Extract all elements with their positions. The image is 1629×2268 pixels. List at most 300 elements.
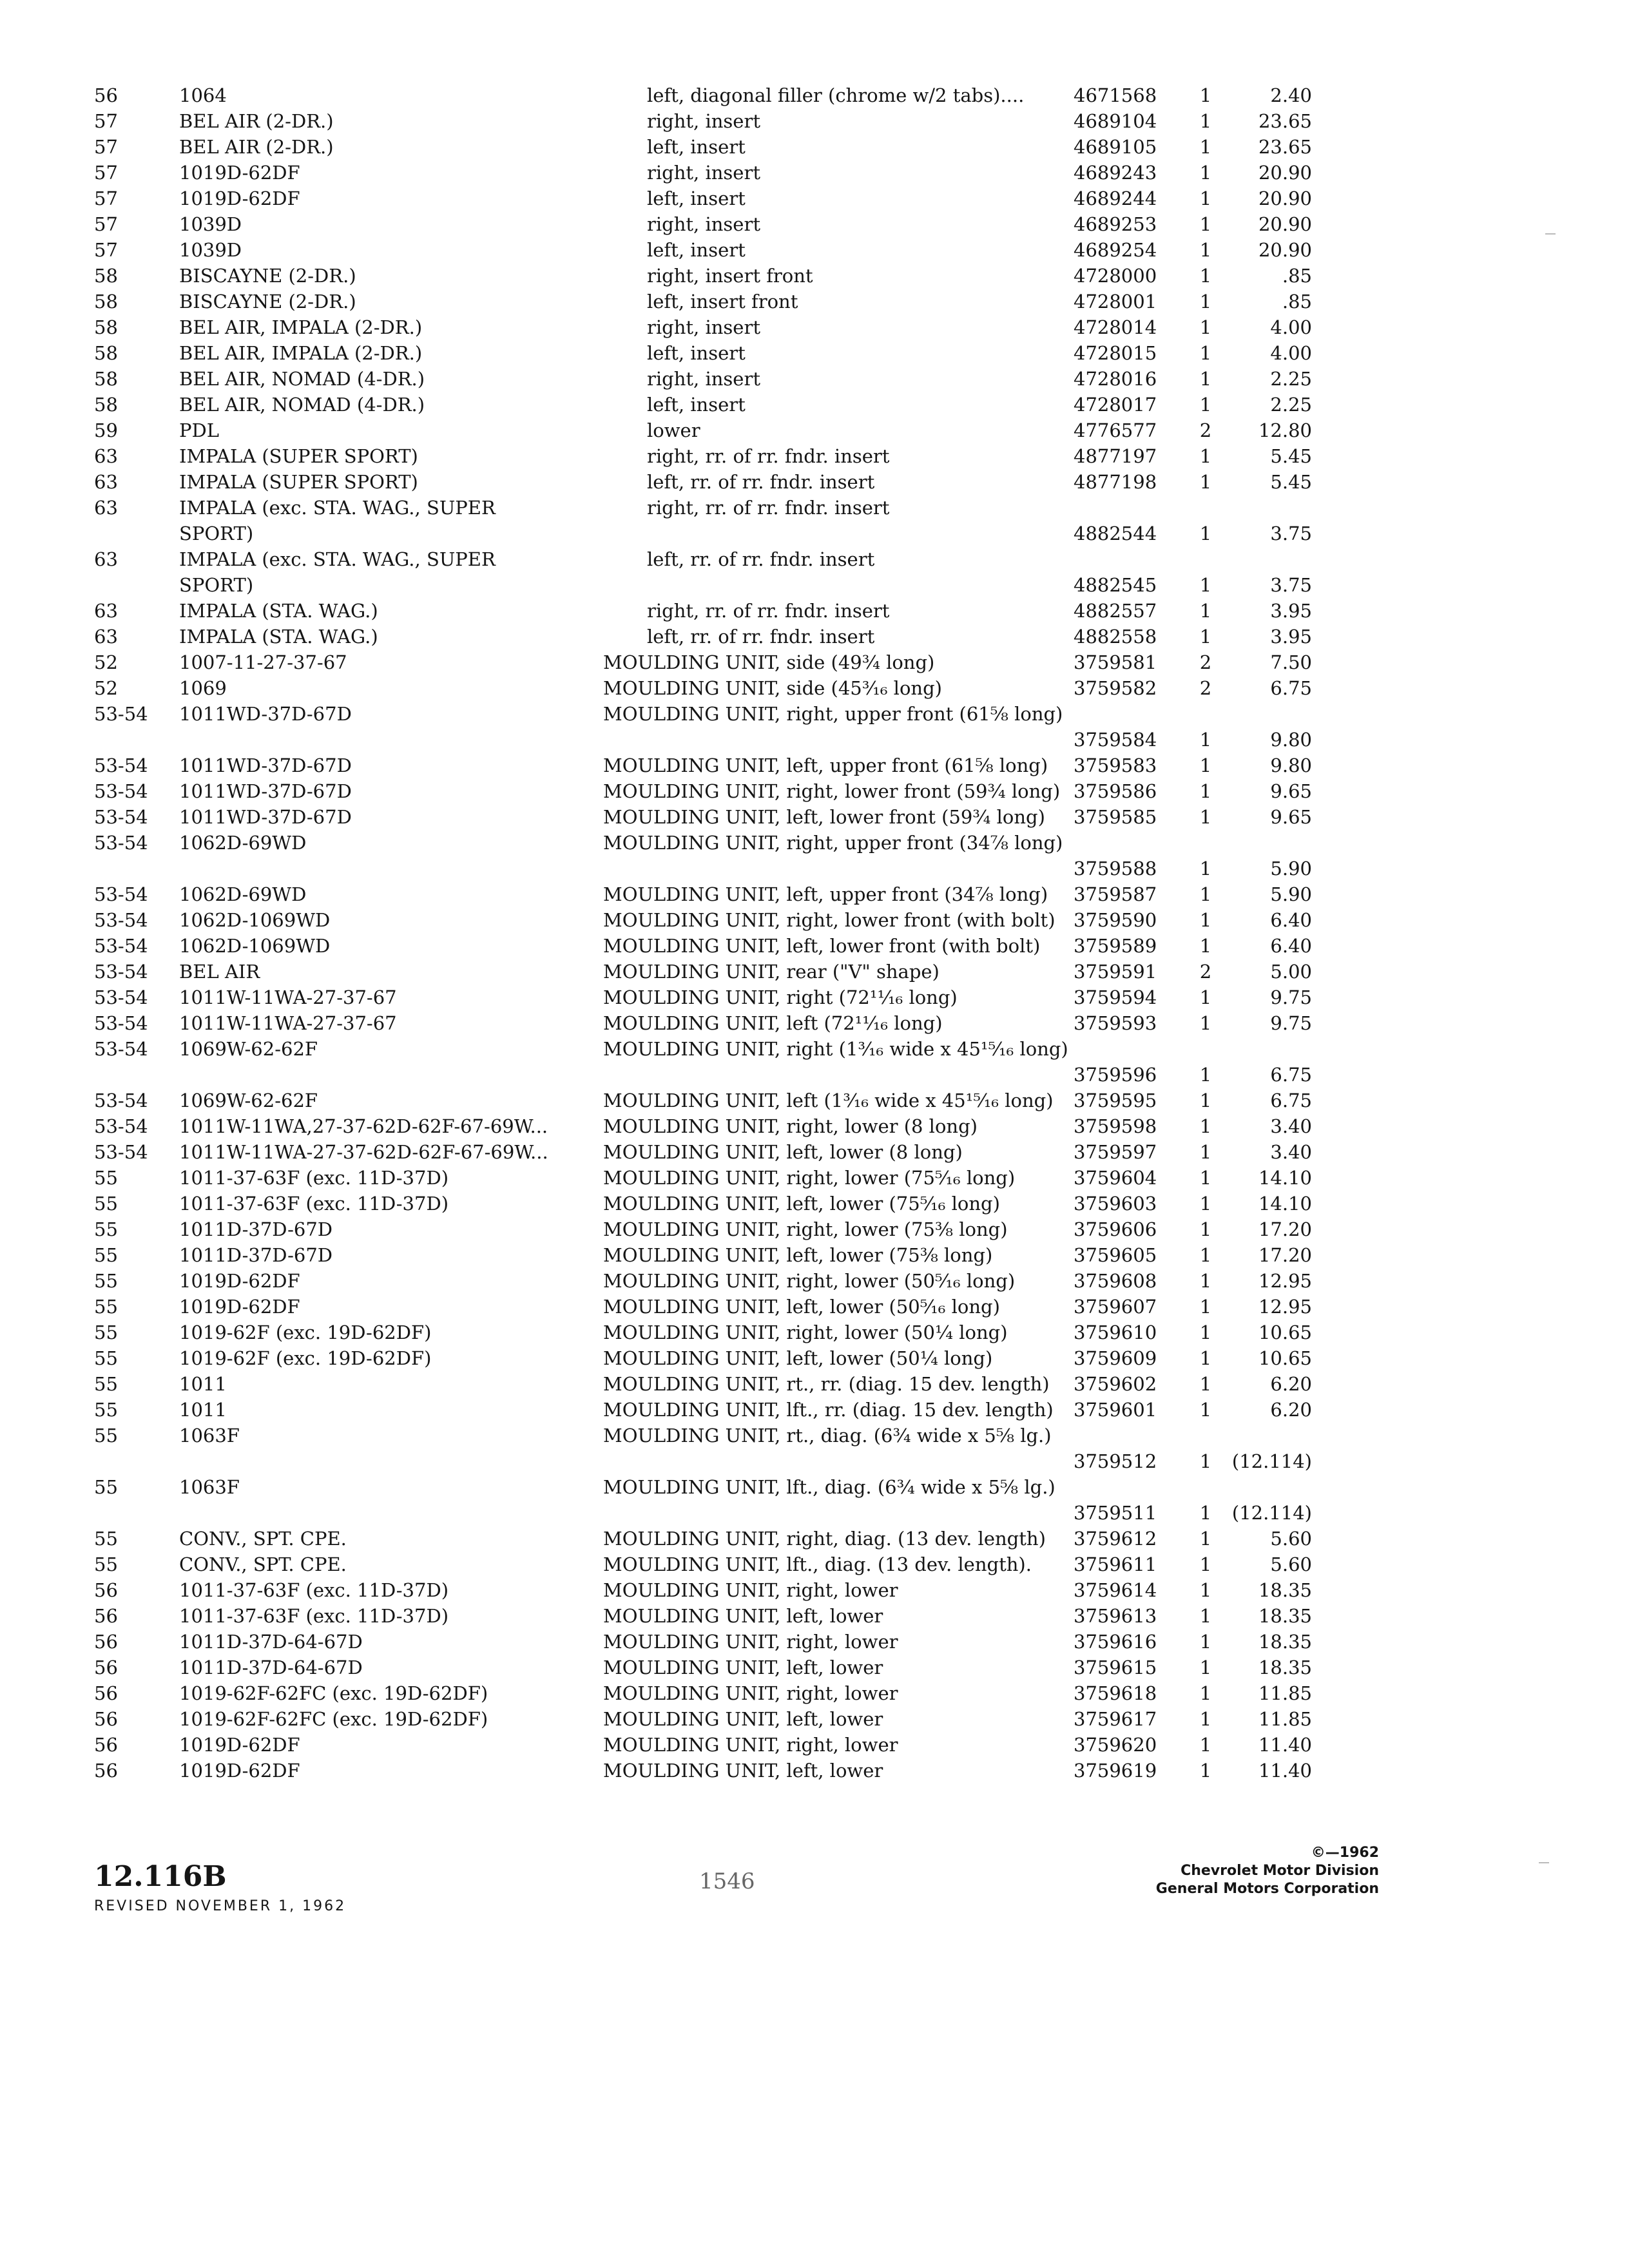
model-cell: 1011W-11WA,27-37-62D-62F-67-69W... bbox=[179, 1115, 548, 1137]
description-cell: left, insert bbox=[647, 239, 746, 261]
quantity-cell: 1 bbox=[1199, 1090, 1212, 1111]
year-cell: 55 bbox=[94, 1553, 118, 1575]
model-cell: 1019D-62DF bbox=[179, 1270, 300, 1292]
part-number-cell: 4882557 bbox=[1074, 600, 1157, 622]
quantity-cell: 1 bbox=[1199, 574, 1212, 596]
quantity-cell: 1 bbox=[1199, 1218, 1212, 1240]
part-number-cell: 4689244 bbox=[1074, 187, 1157, 209]
part-number-cell: 3759605 bbox=[1074, 1244, 1157, 1266]
model-cell: PDL bbox=[179, 419, 220, 441]
table-row bbox=[94, 1732, 1318, 1758]
quantity-cell: 1 bbox=[1199, 342, 1212, 364]
part-number-cell: 3759618 bbox=[1074, 1682, 1157, 1704]
model-cell: 1011D-37D-64-67D bbox=[179, 1657, 363, 1678]
model-cell: 1062D-69WD bbox=[179, 883, 307, 905]
quantity-cell: 1 bbox=[1199, 162, 1212, 184]
model-cell: 1069W-62-62F bbox=[179, 1090, 318, 1111]
price-cell: 12.95 bbox=[1258, 1296, 1312, 1318]
year-cell: 58 bbox=[94, 316, 118, 338]
part-number-cell: 3759587 bbox=[1074, 883, 1157, 905]
model-cell: 1011D-37D-67D bbox=[179, 1218, 333, 1240]
price-cell: 20.90 bbox=[1258, 187, 1312, 209]
part-number-cell: 3759583 bbox=[1074, 754, 1157, 776]
model-cell: 1019D-62DF bbox=[179, 1760, 300, 1782]
quantity-cell: 1 bbox=[1199, 1012, 1212, 1034]
part-number-cell: 3759588 bbox=[1074, 858, 1157, 879]
description-cell: MOULDING UNIT, right (1³⁄₁₆ wide x 45¹⁵⁄₁₆ long) bbox=[603, 1038, 1068, 1060]
part-number-cell: 3759594 bbox=[1074, 986, 1157, 1008]
table-row bbox=[94, 1036, 1318, 1088]
model-cell: BISCAYNE (2-DR.) bbox=[179, 265, 356, 287]
part-number-cell: 4689104 bbox=[1074, 110, 1157, 132]
model-cell: 1069W-62-62F bbox=[179, 1038, 318, 1060]
table-row bbox=[94, 186, 1318, 211]
year-cell: 57 bbox=[94, 239, 118, 261]
model-cell: 1007-11-27-37-67 bbox=[179, 651, 347, 673]
price-cell: 2.40 bbox=[1270, 84, 1312, 106]
part-number-cell: 3759617 bbox=[1074, 1708, 1157, 1730]
part-number-cell: 3759608 bbox=[1074, 1270, 1157, 1292]
year-cell: 53-54 bbox=[94, 986, 148, 1008]
price-cell: 3.95 bbox=[1270, 626, 1312, 648]
description-cell: MOULDING UNIT, right, diag. (13 dev. length) bbox=[603, 1528, 1046, 1550]
year-cell: 53-54 bbox=[94, 780, 148, 802]
model-cell: CONV., SPT. CPE. bbox=[179, 1553, 347, 1575]
price-cell: 23.65 bbox=[1258, 136, 1312, 158]
table-row bbox=[94, 1706, 1318, 1732]
quantity-cell: 1 bbox=[1199, 1193, 1212, 1215]
part-number-cell: 3759586 bbox=[1074, 780, 1157, 802]
year-cell: 63 bbox=[94, 445, 118, 467]
quantity-cell: 1 bbox=[1199, 316, 1212, 338]
table-row bbox=[94, 1758, 1318, 1783]
price-cell: (12.114) bbox=[1231, 1502, 1312, 1524]
year-cell: 58 bbox=[94, 265, 118, 287]
table-row bbox=[94, 469, 1318, 495]
model-cell: IMPALA (SUPER SPORT) bbox=[179, 471, 418, 493]
description-cell: left, insert bbox=[647, 342, 746, 364]
table-row bbox=[94, 985, 1318, 1010]
quantity-cell: 1 bbox=[1199, 729, 1212, 751]
quantity-cell: 1 bbox=[1199, 1167, 1212, 1189]
model-cell: 1062D-69WD bbox=[179, 832, 307, 854]
description-cell: left, insert bbox=[647, 187, 746, 209]
model-cell: 1011-37-63F (exc. 11D-37D) bbox=[179, 1579, 449, 1601]
price-cell: .85 bbox=[1282, 265, 1312, 287]
table-row bbox=[94, 649, 1318, 675]
part-number-cell: 3759595 bbox=[1074, 1090, 1157, 1111]
description-cell: MOULDING UNIT, right, lower (8 long) bbox=[603, 1115, 978, 1137]
quantity-cell: 1 bbox=[1199, 1321, 1212, 1343]
model-cell: BEL AIR bbox=[179, 961, 260, 983]
description-cell: right, insert bbox=[647, 162, 760, 184]
table-row bbox=[94, 1294, 1318, 1320]
model-cell: CONV., SPT. CPE. bbox=[179, 1528, 347, 1550]
part-number-cell: 3759581 bbox=[1074, 651, 1157, 673]
description-cell: MOULDING UNIT, left, lower front (with bolt) bbox=[603, 935, 1041, 957]
table-row bbox=[94, 82, 1318, 108]
year-cell: 56 bbox=[94, 1605, 118, 1627]
price-cell: 9.75 bbox=[1270, 986, 1312, 1008]
table-row bbox=[94, 830, 1318, 881]
model-cell: 1011W-11WA-27-37-67 bbox=[179, 986, 397, 1008]
year-cell: 56 bbox=[94, 1579, 118, 1601]
year-cell: 55 bbox=[94, 1244, 118, 1266]
price-cell: 2.25 bbox=[1270, 368, 1312, 390]
table-row bbox=[94, 1165, 1318, 1191]
part-number-cell: 3759620 bbox=[1074, 1734, 1157, 1756]
price-cell: 5.00 bbox=[1270, 961, 1312, 983]
price-cell: 6.20 bbox=[1270, 1373, 1312, 1395]
table-row bbox=[94, 443, 1318, 469]
price-cell: 20.90 bbox=[1258, 239, 1312, 261]
table-row bbox=[94, 959, 1318, 985]
year-cell: 53-54 bbox=[94, 832, 148, 854]
price-cell: 9.80 bbox=[1270, 754, 1312, 776]
price-cell: 5.45 bbox=[1270, 445, 1312, 467]
price-cell: 20.90 bbox=[1258, 213, 1312, 235]
table-row bbox=[94, 1655, 1318, 1680]
year-cell: 53-54 bbox=[94, 1038, 148, 1060]
quantity-cell: 1 bbox=[1199, 1760, 1212, 1782]
part-number-cell: 4877198 bbox=[1074, 471, 1157, 493]
quantity-cell: 1 bbox=[1199, 1708, 1212, 1730]
year-cell: 55 bbox=[94, 1270, 118, 1292]
table-row bbox=[94, 1474, 1318, 1526]
model-cell: BEL AIR, NOMAD (4-DR.) bbox=[179, 368, 425, 390]
model-cell: 1011WD-37D-67D bbox=[179, 806, 352, 828]
table-row bbox=[94, 804, 1318, 830]
part-number-cell: 3759616 bbox=[1074, 1631, 1157, 1653]
quantity-cell: 1 bbox=[1199, 935, 1212, 957]
description-cell: MOULDING UNIT, right, lower bbox=[603, 1579, 898, 1601]
year-cell: 58 bbox=[94, 342, 118, 364]
model-cell: 1039D bbox=[179, 213, 242, 235]
year-cell: 55 bbox=[94, 1528, 118, 1550]
part-number-cell: 4728000 bbox=[1074, 265, 1157, 287]
table-row bbox=[94, 675, 1318, 701]
model-cell: 1019-62F (exc. 19D-62DF) bbox=[179, 1321, 432, 1343]
description-cell: right, insert bbox=[647, 213, 760, 235]
year-cell: 53-54 bbox=[94, 754, 148, 776]
quantity-cell: 1 bbox=[1199, 523, 1212, 544]
model-cell: 1011-37-63F (exc. 11D-37D) bbox=[179, 1605, 449, 1627]
footer-left bbox=[94, 1861, 346, 1914]
year-cell: 57 bbox=[94, 136, 118, 158]
table-row bbox=[94, 392, 1318, 418]
description-cell: MOULDING UNIT, right, lower front (with bolt) bbox=[603, 909, 1055, 931]
part-number-cell: 4689254 bbox=[1074, 239, 1157, 261]
model-cell: BEL AIR, NOMAD (4-DR.) bbox=[179, 394, 425, 416]
price-cell: (12.114) bbox=[1231, 1450, 1312, 1472]
quantity-cell: 1 bbox=[1199, 1244, 1212, 1266]
description-cell: MOULDING UNIT, right, lower bbox=[603, 1734, 898, 1756]
table-row bbox=[94, 314, 1318, 340]
description-cell: right, insert bbox=[647, 110, 760, 132]
price-cell: .85 bbox=[1282, 291, 1312, 312]
price-cell: 5.45 bbox=[1270, 471, 1312, 493]
copyright: ©—1962 bbox=[1311, 1845, 1379, 1861]
year-cell: 53-54 bbox=[94, 1012, 148, 1034]
quantity-cell: 1 bbox=[1199, 754, 1212, 776]
model-cell: 1019-62F-62FC (exc. 19D-62DF) bbox=[179, 1682, 488, 1704]
price-cell: 3.40 bbox=[1270, 1115, 1312, 1137]
price-cell: 2.25 bbox=[1270, 394, 1312, 416]
part-number-cell: 3759619 bbox=[1074, 1760, 1157, 1782]
part-number-cell: 3759593 bbox=[1074, 1012, 1157, 1034]
table-row bbox=[94, 1242, 1318, 1268]
description-cell: MOULDING UNIT, right, lower (75⁵⁄₁₆ long) bbox=[603, 1167, 1016, 1189]
quantity-cell: 1 bbox=[1199, 1141, 1212, 1163]
model-cell: IMPALA (exc. STA. WAG., SUPER SPORT) bbox=[179, 497, 496, 544]
part-number-cell: 3759591 bbox=[1074, 961, 1157, 983]
table-row bbox=[94, 1629, 1318, 1655]
description-cell: MOULDING UNIT, lft., diag. (13 dev. length). bbox=[603, 1553, 1032, 1575]
price-cell: 3.75 bbox=[1270, 523, 1312, 544]
model-cell: 1062D-1069WD bbox=[179, 909, 331, 931]
table-row bbox=[94, 1397, 1318, 1423]
table-row bbox=[94, 881, 1318, 907]
model-cell: 1011 bbox=[179, 1373, 227, 1395]
year-cell: 57 bbox=[94, 213, 118, 235]
quantity-cell: 1 bbox=[1199, 1579, 1212, 1601]
year-cell: 56 bbox=[94, 1682, 118, 1704]
description-cell: right, insert bbox=[647, 316, 760, 338]
part-number-cell: 4728016 bbox=[1074, 368, 1157, 390]
description-cell: MOULDING UNIT, right, lower bbox=[603, 1631, 898, 1653]
description-cell: MOULDING UNIT, left, upper front (34⅞ long) bbox=[603, 883, 1048, 905]
price-cell: 18.35 bbox=[1258, 1579, 1312, 1601]
year-cell: 57 bbox=[94, 187, 118, 209]
year-cell: 55 bbox=[94, 1373, 118, 1395]
price-cell: 11.40 bbox=[1258, 1760, 1312, 1782]
price-cell: 18.35 bbox=[1258, 1631, 1312, 1653]
price-cell: 14.10 bbox=[1258, 1167, 1312, 1189]
price-cell: 12.95 bbox=[1258, 1270, 1312, 1292]
quantity-cell: 1 bbox=[1199, 1734, 1212, 1756]
year-cell: 55 bbox=[94, 1296, 118, 1318]
part-number-cell: 3759584 bbox=[1074, 729, 1157, 751]
description-cell: MOULDING UNIT, rear ("V" shape) bbox=[603, 961, 940, 983]
part-number-cell: 4877197 bbox=[1074, 445, 1157, 467]
description-cell: left, insert bbox=[647, 136, 746, 158]
part-number-cell: 4671568 bbox=[1074, 84, 1157, 106]
description-cell: left, insert front bbox=[647, 291, 798, 312]
table-row bbox=[94, 495, 1318, 546]
price-cell: 11.40 bbox=[1258, 1734, 1312, 1756]
year-cell: 55 bbox=[94, 1321, 118, 1343]
price-cell: 9.65 bbox=[1270, 780, 1312, 802]
model-cell: IMPALA (STA. WAG.) bbox=[179, 600, 378, 622]
quantity-cell: 1 bbox=[1199, 1502, 1212, 1524]
year-cell: 58 bbox=[94, 291, 118, 312]
quantity-cell: 1 bbox=[1199, 110, 1212, 132]
price-cell: 18.35 bbox=[1258, 1657, 1312, 1678]
price-cell: 3.95 bbox=[1270, 600, 1312, 622]
part-number-cell: 3759614 bbox=[1074, 1579, 1157, 1601]
description-cell: MOULDING UNIT, left, lower (50⁵⁄₁₆ long) bbox=[603, 1296, 1000, 1318]
quantity-cell: 1 bbox=[1199, 265, 1212, 287]
description-cell: lower bbox=[647, 419, 700, 441]
table-row bbox=[94, 237, 1318, 263]
part-number-cell: 4882544 bbox=[1074, 523, 1157, 544]
model-cell: IMPALA (SUPER SPORT) bbox=[179, 445, 418, 467]
price-cell: 6.75 bbox=[1270, 1064, 1312, 1086]
part-number-cell: 3759512 bbox=[1074, 1450, 1157, 1472]
price-cell: 11.85 bbox=[1258, 1682, 1312, 1704]
table-row bbox=[94, 1577, 1318, 1603]
quantity-cell: 1 bbox=[1199, 1347, 1212, 1369]
quantity-cell: 1 bbox=[1199, 1115, 1212, 1137]
part-number-cell: 3759598 bbox=[1074, 1115, 1157, 1137]
description-cell: MOULDING UNIT, left, lower bbox=[603, 1708, 883, 1730]
part-number-cell: 3759607 bbox=[1074, 1296, 1157, 1318]
description-cell: MOULDING UNIT, left, lower bbox=[603, 1760, 883, 1782]
description-cell: MOULDING UNIT, left (72¹¹⁄₁₆ long) bbox=[603, 1012, 943, 1034]
table-row bbox=[94, 340, 1318, 366]
description-cell: right, rr. of rr. fndr. insert bbox=[647, 600, 890, 622]
quantity-cell: 1 bbox=[1199, 291, 1212, 312]
description-cell: right, insert front bbox=[647, 265, 813, 287]
table-row bbox=[94, 1113, 1318, 1139]
quantity-cell: 1 bbox=[1199, 986, 1212, 1008]
part-number-cell: 3759601 bbox=[1074, 1399, 1157, 1421]
price-cell: 6.40 bbox=[1270, 909, 1312, 931]
table-row bbox=[94, 160, 1318, 186]
price-cell: 9.65 bbox=[1270, 806, 1312, 828]
table-row bbox=[94, 1139, 1318, 1165]
table-row bbox=[94, 1216, 1318, 1242]
quantity-cell: 1 bbox=[1199, 368, 1212, 390]
table-row bbox=[94, 418, 1318, 443]
part-number-cell: 3759604 bbox=[1074, 1167, 1157, 1189]
table-row bbox=[94, 1088, 1318, 1113]
year-cell: 55 bbox=[94, 1218, 118, 1240]
table-row bbox=[94, 1010, 1318, 1036]
year-cell: 53-54 bbox=[94, 935, 148, 957]
year-cell: 53-54 bbox=[94, 961, 148, 983]
part-number-cell: 3759609 bbox=[1074, 1347, 1157, 1369]
model-cell: 1011-37-63F (exc. 11D-37D) bbox=[179, 1193, 449, 1215]
table-row bbox=[94, 1603, 1318, 1629]
year-cell: 59 bbox=[94, 419, 118, 441]
quantity-cell: 1 bbox=[1199, 600, 1212, 622]
table-row bbox=[94, 1371, 1318, 1397]
quantity-cell: 1 bbox=[1199, 1631, 1212, 1653]
part-number-cell: 4728001 bbox=[1074, 291, 1157, 312]
model-cell: IMPALA (STA. WAG.) bbox=[179, 626, 378, 648]
quantity-cell: 2 bbox=[1199, 651, 1212, 673]
table-row bbox=[94, 546, 1318, 598]
description-cell: MOULDING UNIT, right, lower (50⁵⁄₁₆ long) bbox=[603, 1270, 1016, 1292]
year-cell: 57 bbox=[94, 162, 118, 184]
part-number-cell: 3759590 bbox=[1074, 909, 1157, 931]
model-cell: 1011WD-37D-67D bbox=[179, 703, 352, 725]
model-cell: BEL AIR, IMPALA (2-DR.) bbox=[179, 316, 423, 338]
description-cell: MOULDING UNIT, rt., rr. (diag. 15 dev. length) bbox=[603, 1373, 1050, 1395]
description-cell: MOULDING UNIT, rt., diag. (6¾ wide x 5⅝ lg.) bbox=[603, 1425, 1052, 1446]
table-row bbox=[94, 289, 1318, 314]
description-cell: MOULDING UNIT, right (72¹¹⁄₁₆ long) bbox=[603, 986, 958, 1008]
year-cell: 56 bbox=[94, 1631, 118, 1653]
description-cell: right, rr. of rr. fndr. insert bbox=[647, 445, 890, 467]
description-cell: MOULDING UNIT, left, lower (8 long) bbox=[603, 1141, 963, 1163]
table-row bbox=[94, 778, 1318, 804]
quantity-cell: 1 bbox=[1199, 780, 1212, 802]
description-cell: left, diagonal filler (chrome w/2 tabs).... bbox=[647, 84, 1025, 106]
description-cell: left, rr. of rr. fndr. insert bbox=[647, 471, 875, 493]
price-cell: 3.75 bbox=[1270, 574, 1312, 596]
publisher-block bbox=[1095, 1844, 1379, 1898]
part-number-cell: 4689105 bbox=[1074, 136, 1157, 158]
part-number-cell: 4882558 bbox=[1074, 626, 1157, 648]
table-row bbox=[94, 1552, 1318, 1577]
year-cell: 63 bbox=[94, 600, 118, 622]
year-cell: 53-54 bbox=[94, 1115, 148, 1137]
year-cell: 57 bbox=[94, 110, 118, 132]
table-row bbox=[94, 1526, 1318, 1552]
table-row bbox=[94, 134, 1318, 160]
part-number-cell: 3759615 bbox=[1074, 1657, 1157, 1678]
table-row bbox=[94, 1423, 1318, 1474]
part-number-cell: 3759610 bbox=[1074, 1321, 1157, 1343]
price-cell: 6.40 bbox=[1270, 935, 1312, 957]
year-cell: 56 bbox=[94, 1734, 118, 1756]
model-cell: BISCAYNE (2-DR.) bbox=[179, 291, 356, 312]
year-cell: 52 bbox=[94, 677, 118, 699]
year-cell: 53-54 bbox=[94, 1141, 148, 1163]
year-cell: 55 bbox=[94, 1167, 118, 1189]
model-cell: 1019D-62DF bbox=[179, 1296, 300, 1318]
price-cell: 6.20 bbox=[1270, 1399, 1312, 1421]
price-cell: 6.75 bbox=[1270, 1090, 1312, 1111]
price-cell: 12.80 bbox=[1258, 419, 1312, 441]
quantity-cell: 1 bbox=[1199, 84, 1212, 106]
quantity-cell: 1 bbox=[1199, 858, 1212, 879]
price-cell: 20.90 bbox=[1258, 162, 1312, 184]
model-cell: 1011WD-37D-67D bbox=[179, 780, 352, 802]
table-row bbox=[94, 1345, 1318, 1371]
quantity-cell: 1 bbox=[1199, 806, 1212, 828]
table-row bbox=[94, 598, 1318, 624]
description-cell: MOULDING UNIT, left, lower bbox=[603, 1605, 883, 1627]
year-cell: 55 bbox=[94, 1425, 118, 1446]
quantity-cell: 1 bbox=[1199, 1657, 1212, 1678]
part-number-cell: 3759597 bbox=[1074, 1141, 1157, 1163]
description-cell: left, rr. of rr. fndr. insert bbox=[647, 626, 875, 648]
quantity-cell: 1 bbox=[1199, 1399, 1212, 1421]
price-cell: 17.20 bbox=[1258, 1218, 1312, 1240]
price-cell: 3.40 bbox=[1270, 1141, 1312, 1163]
model-cell: 1019D-62DF bbox=[179, 187, 300, 209]
part-number-cell: 4728017 bbox=[1074, 394, 1157, 416]
description-cell: MOULDING UNIT, side (45³⁄₁₆ long) bbox=[603, 677, 942, 699]
table-row bbox=[94, 211, 1318, 237]
year-cell: 53-54 bbox=[94, 806, 148, 828]
page-code: 12.116B bbox=[94, 1860, 227, 1893]
price-cell: 5.60 bbox=[1270, 1553, 1312, 1575]
description-cell: MOULDING UNIT, right, upper front (61⅝ long) bbox=[603, 703, 1063, 725]
description-cell: MOULDING UNIT, right, lower front (59¾ long) bbox=[603, 780, 1061, 802]
quantity-cell: 1 bbox=[1199, 1553, 1212, 1575]
model-cell: BEL AIR, IMPALA (2-DR.) bbox=[179, 342, 423, 364]
year-cell: 52 bbox=[94, 651, 118, 673]
year-cell: 63 bbox=[94, 471, 118, 493]
quantity-cell: 1 bbox=[1199, 1605, 1212, 1627]
part-number-cell: 3759589 bbox=[1074, 935, 1157, 957]
year-cell: 55 bbox=[94, 1476, 118, 1498]
price-cell: 11.85 bbox=[1258, 1708, 1312, 1730]
